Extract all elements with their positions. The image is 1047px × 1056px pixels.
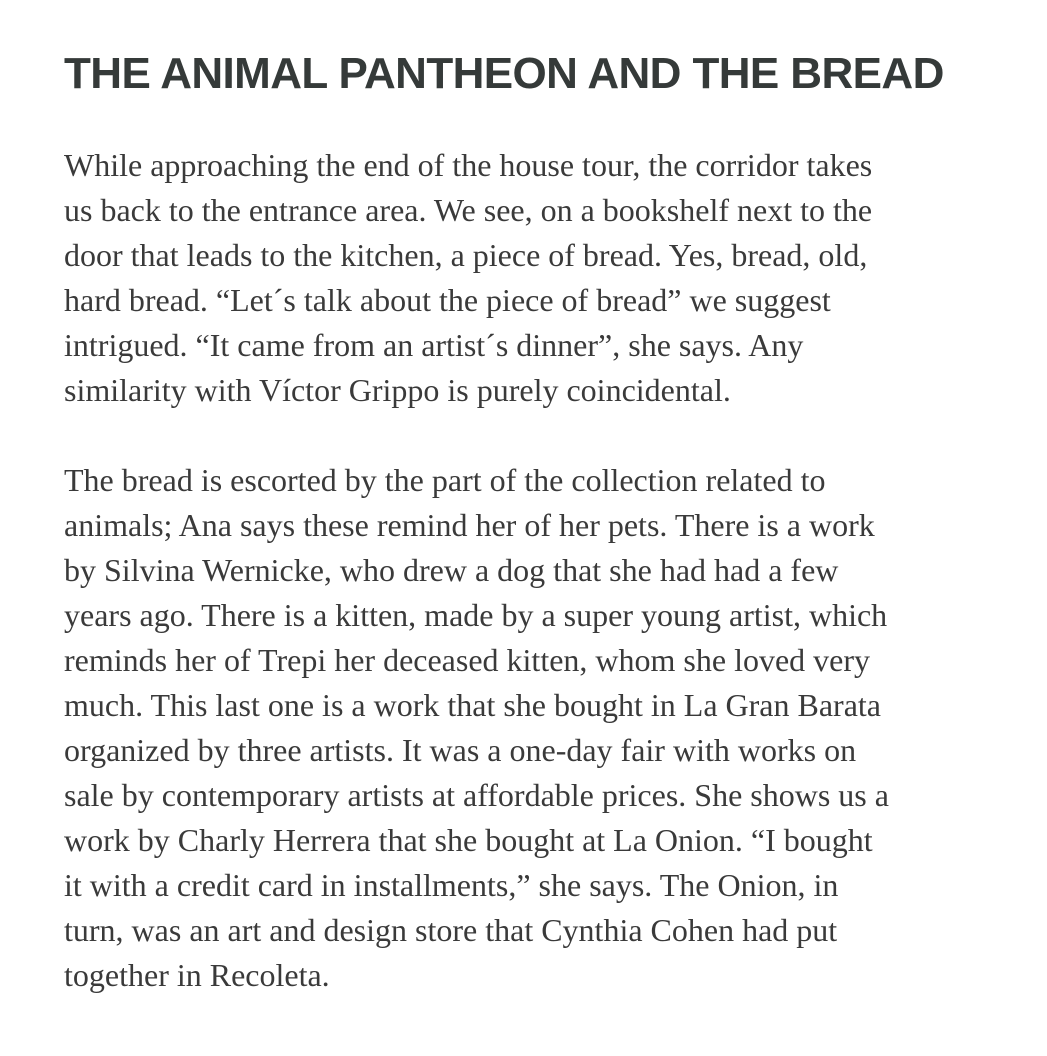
text-line: sale by contemporary artists at affordable prices. She shows us a	[64, 777, 889, 813]
text-line: intrigued. “It came from an artist´s dinner”, she says. Any	[64, 327, 804, 363]
text-line: together in Recoleta.	[64, 957, 330, 993]
text-line: While approaching the end of the house tour, the corridor takes	[64, 147, 873, 183]
text-line: door that leads to the kitchen, a piece of bread. Yes, bread, old,	[64, 237, 868, 273]
text-line: much. This last one is a work that she bought in La Gran Barata	[64, 687, 881, 723]
text-line: work by Charly Herrera that she bought at La Onion. “I bought	[64, 822, 873, 858]
article	[64, 48, 1004, 998]
text-line: The bread is escorted by the part of the collection related to	[64, 462, 826, 498]
text-line: reminds her of Trepi her deceased kitten, whom she loved very	[64, 642, 871, 678]
paragraph-bread	[64, 143, 1004, 413]
text-line: years ago. There is a kitten, made by a super young artist, which	[64, 597, 888, 633]
text-line: hard bread. “Let´s talk about the piece of bread” we suggest	[64, 282, 831, 318]
text-line: turn, was an art and design store that Cynthia Cohen had put	[64, 912, 838, 948]
paragraph-animals	[64, 458, 1004, 998]
article-title: THE ANIMAL PANTHEON AND THE BREAD	[64, 49, 944, 98]
text-line: by Silvina Wernicke, who drew a dog that she had had a few	[64, 552, 839, 588]
text-line: organized by three artists. It was a one-day fair with works on	[64, 732, 857, 768]
text-line: animals; Ana says these remind her of her pets. There is a work	[64, 507, 875, 543]
text-line: it with a credit card in installments,” she says. The Onion, in	[64, 867, 839, 903]
text-line: us back to the entrance area. We see, on a bookshelf next to the	[64, 192, 873, 228]
text-line: similarity with Víctor Grippo is purely coincidental.	[64, 372, 731, 408]
